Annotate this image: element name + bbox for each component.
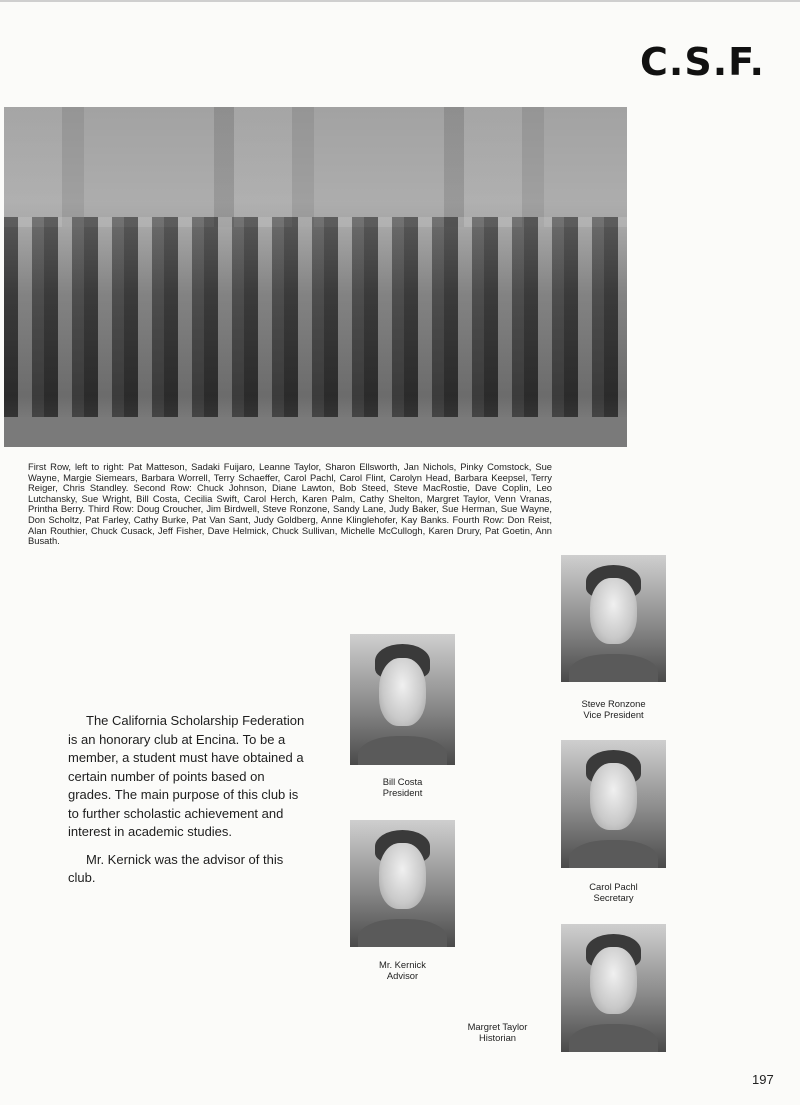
portrait-face xyxy=(590,578,636,644)
officer-label-advisor xyxy=(345,959,460,981)
description-paragraph: The California Scholarship Federation is an honorary club at Encina. To be a member, a student must have obtained a certain number of points based on grades. The main purpose of this club is to further scholastic achievement and interest in academic studies. xyxy=(68,713,305,839)
photo-floor xyxy=(4,417,627,447)
top-rule xyxy=(0,0,800,2)
portrait-face xyxy=(379,843,425,909)
portrait-shoulders xyxy=(569,654,657,682)
officer-label-president xyxy=(345,776,460,798)
officer-role: President xyxy=(382,787,423,798)
officer-role: Advisor xyxy=(386,970,419,981)
portrait-shoulders xyxy=(569,1024,657,1052)
officer-label-historian xyxy=(440,1021,555,1043)
officer-role: Secretary xyxy=(593,892,634,903)
officer-name: Carol Pachl xyxy=(589,881,638,892)
portrait-shoulders xyxy=(358,736,446,765)
portrait-shoulders xyxy=(569,840,657,868)
portrait-face xyxy=(379,658,425,726)
officer-role: Historian xyxy=(479,1032,516,1043)
officer-name: Margret Taylor xyxy=(467,1021,528,1032)
group-photo-caption: First Row, left to right: Pat Matteson, Sadaki Fuijaro, Leanne Taylor, Sharon Ellsworth, Jan Nichols, Pinky Comstock, Sue Wayne, Margie Siemears, Barbara Worrell, Terry Schaeffer, Carol Pachl, Carol Flint, Carolyn Head, Barbara Keepsel, Terry Reiger, Chris Standley. Second Row: Chuck Johnson, Diane Lawton, Bob Steed, Steve MacRostie, Dave Coplin, Leo Lutchansky, Sue Wright, Bill Costa, Cecilia Swift, Carol Herch, Karen Palm, Cathy Shelton, Margret Taylor, Venn Vranas, Printha Berry. Third Row: Doug Croucher, Jim Birdwell, Steve Ronzone, Sandy Lane, Judy Baker, Sue Herman, Sue Wayne, Don Scholtz, Pat Farley, Cathy Burke, Pat Van Sant, Judy Goldberg, Anne Klinglehofer, Kay Banks. Fourth Row: Don Reist, Alan Routhier, Chuck Cusack, Jeff Fisher, Dave Helmick, Chuck Sullivan, Michelle McCullogh, Karen Drury, Pat Goetin, Ann Busath. xyxy=(28,461,552,547)
officer-role: Vice President xyxy=(583,709,644,720)
officer-label-vice-president xyxy=(556,698,671,720)
photo-wall xyxy=(4,107,627,227)
portrait-face xyxy=(590,763,636,830)
officer-label-secretary xyxy=(556,881,671,903)
group-photo xyxy=(4,107,627,447)
portrait-advisor xyxy=(350,820,455,947)
page-title: C.S.F. xyxy=(640,40,765,84)
portrait-secretary xyxy=(561,740,666,868)
portrait-shoulders xyxy=(358,919,446,947)
officer-name: Bill Costa xyxy=(382,776,423,787)
portrait-vice-president xyxy=(561,555,666,682)
officer-name: Steve Ronzone xyxy=(581,698,646,709)
portrait-face xyxy=(590,947,636,1014)
portrait-historian xyxy=(561,924,666,1052)
page-number: 197 xyxy=(752,1072,774,1087)
advisor-paragraph: Mr. Kernick was the advisor of this club. xyxy=(68,851,284,885)
photo-crowd xyxy=(4,217,627,447)
officer-name: Mr. Kernick xyxy=(379,959,426,970)
portrait-president xyxy=(350,634,455,765)
club-description xyxy=(68,712,306,897)
